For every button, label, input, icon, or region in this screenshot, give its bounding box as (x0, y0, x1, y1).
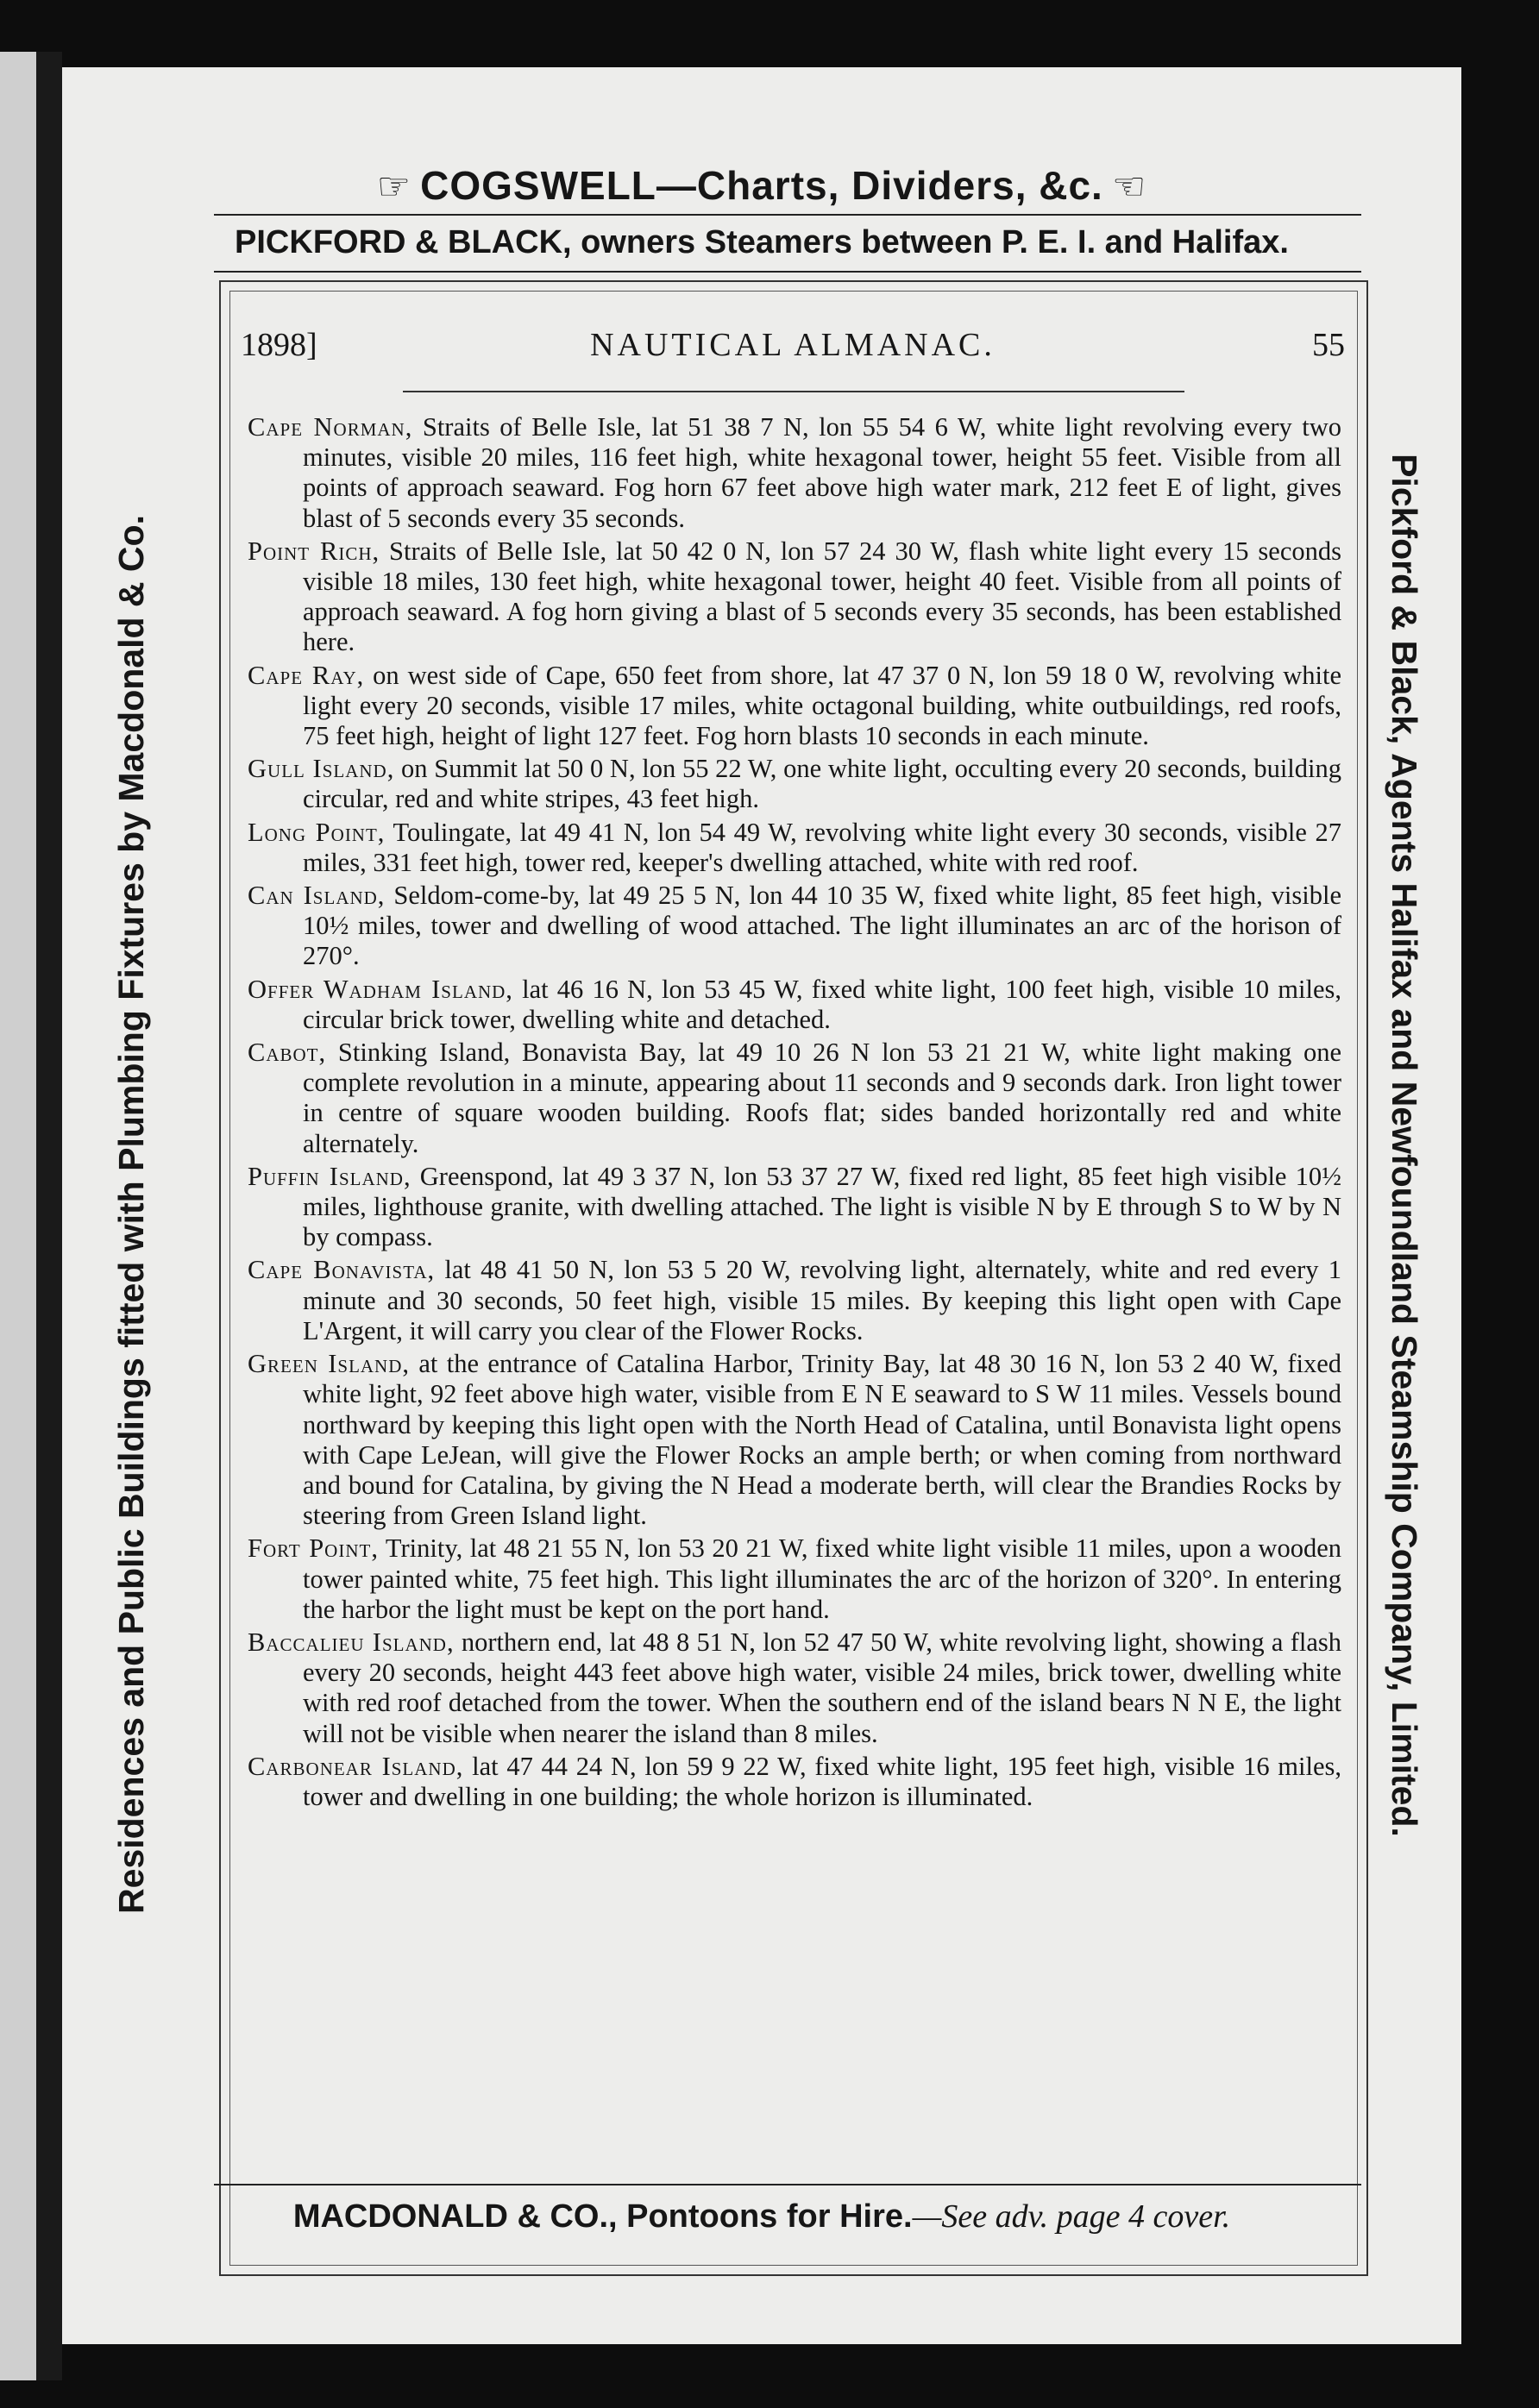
pointing-hand-left-icon: ☜ (1111, 166, 1147, 208)
header-title: NAUTICAL ALMANAC. (590, 327, 996, 363)
lighthouse-entry (248, 1349, 1341, 1531)
entry-name: Cabot, (248, 1038, 327, 1068)
adjacent-page-edge (0, 52, 36, 2380)
entry-name: Long Point, (248, 817, 386, 847)
entry-text: lat 48 41 50 N, lon 53 5 20 W, revolving light, alternately, white and red every 1 minute and 30 seconds, 50 feet high, visible 15 miles. By keeping this light open with Cape L'Argent, it will carry you clear of the Flower Rocks. (303, 1255, 1341, 1345)
running-header (241, 326, 1345, 369)
header-year: 1898] (241, 327, 317, 363)
entry-name: Offer Wadham Island, (248, 974, 513, 1004)
header-rule (403, 391, 1184, 392)
lighthouse-entry (248, 818, 1341, 878)
entry-name: Gull Island, (248, 754, 395, 784)
entry-text: Greenspond, lat 49 3 37 N, lon 53 37 27 W, fixed red light, 85 feet high visible 10½ miles, lighthouse granite, with dwelling attached. The light is visible N by E through S to W by N by compass. (303, 1161, 1342, 1252)
entry-text: on west side of Cape, 650 feet from shore, lat 47 37 0 N, lon 59 18 0 W, revolving white light every 20 seconds, visible 17 miles, white octagonal building, white outbuildings, red roofs, 75 feet high, height of light 127 feet. Fog horn blasts 10 seconds in each minute. (303, 660, 1341, 751)
binding-gutter (36, 52, 62, 2380)
pointing-hand-right-icon: ☞ (376, 166, 412, 208)
entry-name: Cape Bonavista, (248, 1255, 436, 1285)
lighthouse-entry (248, 536, 1341, 658)
entry-name: Fort Point, (248, 1533, 379, 1564)
entry-text: Trinity, lat 48 21 55 N, lon 53 20 21 W, fixed white light visible 11 miles, upon a wooden tower painted white, 75 feet high. This light illuminates the arc of the horizon of 320°. In entering the harbor the light must be kept on the port hand. (303, 1533, 1341, 1624)
entry-name: Green Island, (248, 1349, 411, 1379)
entry-text: Stinking Island, Bonavista Bay, lat 49 10 26 N lon 53 21 21 W, white light making one complete revolution in a minute, appearing about 11 seconds and 9 seconds dark. Iron light tower in centre of square wooden building. Roofs flat; sides banded horizontally red and white alternately. (303, 1038, 1341, 1158)
entry-text: at the entrance of Catalina Harbor, Trinity Bay, lat 48 30 16 N, lon 53 2 40 W, fixed white light, 92 feet above high water, visible from E N E seaward to S W 11 miles. Vessels bound northward by keeping this light open with the North Head of Catalina, until Bonavista light opens with Cape LeJean, will give the Flower Rocks an ample berth; or when coming from northward and bound for Catalina, by giving the N Head a moderate berth, will clear the Brandies Rocks by steering from Green Island light. (303, 1349, 1341, 1531)
lighthouse-entry (248, 412, 1341, 534)
entry-name: Cape Norman, (248, 412, 413, 442)
lighthouse-entry (248, 661, 1341, 752)
page-number: 55 (1312, 327, 1345, 363)
lighthouse-entry (248, 881, 1341, 972)
lighthouse-entry (248, 754, 1341, 814)
entry-text: Straits of Belle Isle, lat 51 38 7 N, lon 55 54 6 W, white light revolving every two minutes, visible 20 miles, 116 feet high, white hexagonal tower, height 55 feet. Visible from all points of approach seaward. Fog horn 67 feet above high water mark, 212 feet E of light, gives blast of 5 seconds every 35 seconds. (303, 412, 1341, 533)
lighthouse-entries (248, 412, 1341, 1815)
top-ad-text-1: COGSWELL—Charts, Dividers, &c. (420, 163, 1103, 208)
lighthouse-entry (248, 1162, 1341, 1253)
right-vertical-advertisement: Pickford & Black, Agents Halifax and Newfoundland Steamship Company, Limited. (1385, 454, 1424, 1837)
entry-name: Carbonear Island, (248, 1751, 464, 1781)
entry-text: on Summit lat 50 0 N, lon 55 22 W, one white light, occulting every 20 seconds, building circular, red and white stripes, 43 feet high. (303, 754, 1341, 814)
top-ad-rule-2 (214, 271, 1361, 273)
entry-text: Straits of Belle Isle, lat 50 42 0 N, lon 57 24 30 W, flash white light every 15 seconds visible 18 miles, 130 feet high, white hexagonal tower, height 40 feet. Visible from all points of approach seaward. A fog horn giving a blast of 5 seconds every 35 seconds, has been established here. (303, 536, 1341, 657)
top-advertisement-pickford: PICKFORD & BLACK, owners Steamers between P. E. I. and Halifax. (235, 224, 1289, 260)
entry-name: Point Rich, (248, 536, 380, 566)
content-frame-inner (229, 291, 1358, 2266)
entry-name: Cape Ray, (248, 660, 365, 690)
entry-text: lat 47 44 24 N, lon 59 9 22 W, fixed white light, 195 feet high, visible 16 miles, tower and dwelling in one building; the whole horizon is illuminated. (303, 1751, 1342, 1811)
entry-name: Can Island, (248, 881, 386, 911)
bottom-advertisement (62, 2198, 1461, 2236)
entry-text: Seldom-come-by, lat 49 25 5 N, lon 44 10 35 W, fixed white light, 85 feet high, visible 10½ miles, tower and dwelling of wood attached. The light illuminates an arc of the horison of 270°. (303, 881, 1341, 971)
bottom-ad-bold-text: MACDONALD & CO., Pontoons for Hire. (292, 2198, 913, 2235)
content-frame (219, 280, 1368, 2276)
entry-name: Baccalieu Island, (248, 1627, 455, 1657)
left-vertical-advertisement: Residences and Public Buildings fitted with Plumbing Fixtures by Macdonald & Co. (111, 515, 151, 1914)
entry-text: Toulingate, lat 49 41 N, lon 54 49 W, revolving white light every 30 seconds, visible 27 miles, 331 feet high, tower red, keeper's dwelling attached, white with red roof. (303, 817, 1341, 877)
lighthouse-entry (248, 1533, 1341, 1625)
top-advertisement-cogswell (62, 162, 1461, 209)
lighthouse-entry (248, 1627, 1341, 1749)
bottom-ad-rule (214, 2184, 1361, 2185)
lighthouse-entry (248, 1038, 1341, 1159)
lighthouse-entry (248, 975, 1341, 1035)
top-ad-rule (214, 214, 1361, 216)
almanac-page (62, 67, 1461, 2344)
lighthouse-entry (248, 1255, 1341, 1346)
entry-text: northern end, lat 48 8 51 N, lon 52 47 50 W, white revolving light, showing a flash every 20 seconds, height 443 feet above high water, visible 24 miles, brick tower, dwelling white with red roof detached from the tower. When the southern end of the island bears N N E, the light will not be visible when nearer the island than 8 miles. (303, 1627, 1341, 1748)
lighthouse-entry (248, 1752, 1341, 1812)
entry-name: Puffin Island, (248, 1161, 411, 1191)
bottom-ad-italic-text: —See adv. page 4 cover. (912, 2198, 1231, 2235)
entry-text: lat 46 16 N, lon 53 45 W, fixed white light, 100 feet high, visible 10 miles, circular brick tower, dwelling white and detached. (303, 974, 1341, 1034)
